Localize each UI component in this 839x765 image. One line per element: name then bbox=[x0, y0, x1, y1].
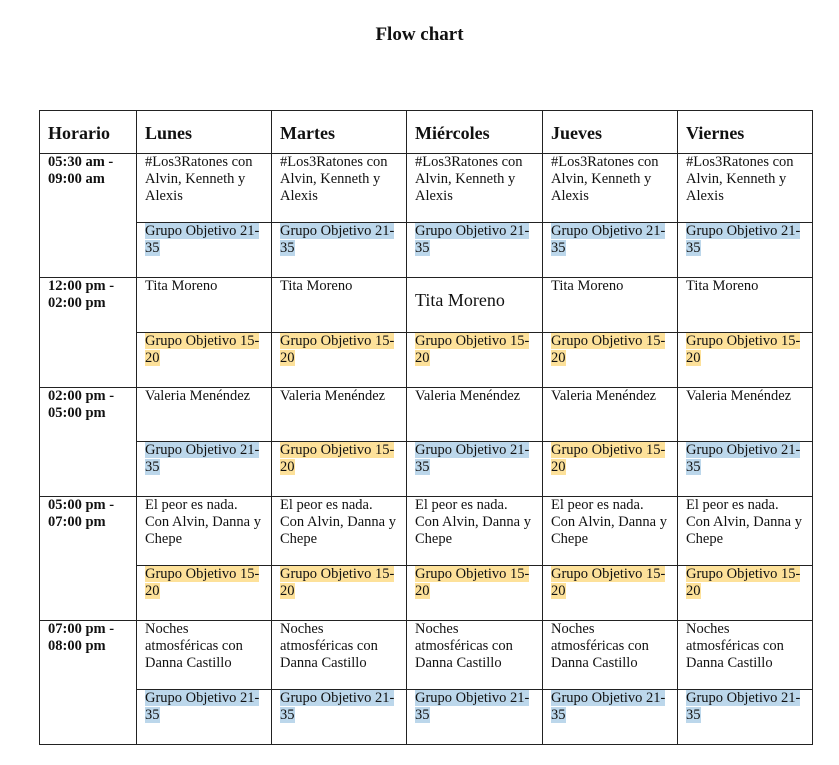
show-cell: Noches atmosféricas con Danna Castillo bbox=[137, 621, 272, 690]
group-highlight: Grupo Objetivo 21-35 bbox=[551, 223, 666, 256]
show-cell: Tita Moreno bbox=[543, 278, 678, 333]
group-highlight: Grupo Objetivo 15-20 bbox=[280, 566, 395, 599]
time-start: 02:00 pm - bbox=[48, 388, 115, 404]
group-cell bbox=[272, 442, 407, 497]
group-highlight: Grupo Objetivo 15-20 bbox=[415, 333, 530, 366]
group-highlight: Grupo Objetivo 15-20 bbox=[280, 333, 395, 366]
time-end: 02:00 pm bbox=[48, 295, 106, 311]
group-highlight: Grupo Objetivo 21-35 bbox=[686, 223, 801, 256]
show-row bbox=[40, 621, 813, 690]
group-highlight: Grupo Objetivo 15-20 bbox=[145, 566, 260, 599]
time-start: 05:00 pm - bbox=[48, 497, 115, 513]
group-cell bbox=[407, 442, 543, 497]
group-cell bbox=[137, 566, 272, 621]
show-cell: Valeria Menéndez bbox=[272, 388, 407, 442]
show-cell: #Los3Ratones con Alvin, Kenneth y Alexis bbox=[678, 154, 813, 223]
group-highlight: Grupo Objetivo 21-35 bbox=[145, 223, 260, 256]
group-cell bbox=[678, 223, 813, 278]
group-cell bbox=[678, 442, 813, 497]
group-cell bbox=[407, 566, 543, 621]
header-miercoles: Miércoles bbox=[407, 111, 543, 154]
show-cell: Noches atmosféricas con Danna Castillo bbox=[678, 621, 813, 690]
group-cell bbox=[678, 333, 813, 388]
group-highlight: Grupo Objetivo 21-35 bbox=[280, 690, 395, 723]
show-cell: Noches atmosféricas con Danna Castillo bbox=[543, 621, 678, 690]
group-highlight: Grupo Objetivo 15-20 bbox=[551, 566, 666, 599]
show-cell: Tita Moreno bbox=[407, 278, 543, 333]
time-end: 09:00 am bbox=[48, 171, 105, 187]
group-cell bbox=[543, 333, 678, 388]
group-highlight: Grupo Objetivo 15-20 bbox=[551, 442, 666, 475]
header-viernes: Viernes bbox=[678, 111, 813, 154]
show-cell: #Los3Ratones con Alvin, Kenneth y Alexis bbox=[272, 154, 407, 223]
group-highlight: Grupo Objetivo 21-35 bbox=[686, 690, 801, 723]
time-slot bbox=[40, 388, 137, 497]
group-highlight: Grupo Objetivo 21-35 bbox=[686, 442, 801, 475]
group-highlight: Grupo Objetivo 15-20 bbox=[280, 442, 395, 475]
group-cell bbox=[137, 690, 272, 745]
group-highlight: Grupo Objetivo 21-35 bbox=[415, 442, 530, 475]
time-start: 12:00 pm - bbox=[48, 278, 115, 294]
show-cell: Tita Moreno bbox=[678, 278, 813, 333]
show-row bbox=[40, 154, 813, 223]
group-cell bbox=[407, 690, 543, 745]
group-cell bbox=[272, 690, 407, 745]
group-cell bbox=[543, 223, 678, 278]
show-cell: El peor es nada. Con Alvin, Danna y Chepe bbox=[137, 497, 272, 566]
group-cell bbox=[272, 333, 407, 388]
time-end: 05:00 pm bbox=[48, 405, 106, 421]
group-highlight: Grupo Objetivo 15-20 bbox=[686, 333, 801, 366]
header-martes: Martes bbox=[272, 111, 407, 154]
show-cell: Noches atmosféricas con Danna Castillo bbox=[272, 621, 407, 690]
show-cell: El peor es nada. Con Alvin, Danna y Chepe bbox=[543, 497, 678, 566]
show-cell: El peor es nada. Con Alvin, Danna y Chepe bbox=[407, 497, 543, 566]
group-highlight: Grupo Objetivo 21-35 bbox=[551, 690, 666, 723]
group-cell bbox=[137, 442, 272, 497]
group-highlight: Grupo Objetivo 21-35 bbox=[145, 690, 260, 723]
header-jueves: Jueves bbox=[543, 111, 678, 154]
group-cell bbox=[543, 566, 678, 621]
time-end: 08:00 pm bbox=[48, 638, 106, 654]
show-cell: Tita Moreno bbox=[137, 278, 272, 333]
schedule-table bbox=[39, 110, 813, 745]
group-row bbox=[40, 442, 813, 497]
group-highlight: Grupo Objetivo 15-20 bbox=[686, 566, 801, 599]
group-cell bbox=[272, 566, 407, 621]
show-cell: #Los3Ratones con Alvin, Kenneth y Alexis bbox=[137, 154, 272, 223]
show-cell: #Los3Ratones con Alvin, Kenneth y Alexis bbox=[543, 154, 678, 223]
group-cell bbox=[678, 690, 813, 745]
group-highlight: Grupo Objetivo 21-35 bbox=[415, 223, 530, 256]
group-highlight: Grupo Objetivo 15-20 bbox=[551, 333, 666, 366]
time-end: 07:00 pm bbox=[48, 514, 106, 530]
group-highlight: Grupo Objetivo 15-20 bbox=[415, 566, 530, 599]
group-row bbox=[40, 333, 813, 388]
page-title: Flow chart bbox=[375, 24, 464, 45]
time-slot bbox=[40, 621, 137, 745]
time-slot bbox=[40, 497, 137, 621]
group-cell bbox=[407, 333, 543, 388]
show-cell: #Los3Ratones con Alvin, Kenneth y Alexis bbox=[407, 154, 543, 223]
show-cell: El peor es nada. Con Alvin, Danna y Chepe bbox=[272, 497, 407, 566]
header-horario: Horario bbox=[40, 111, 137, 154]
show-row bbox=[40, 497, 813, 566]
show-cell: El peor es nada. Con Alvin, Danna y Chepe bbox=[678, 497, 813, 566]
group-highlight: Grupo Objetivo 21-35 bbox=[415, 690, 530, 723]
show-cell: Valeria Menéndez bbox=[407, 388, 543, 442]
show-cell: Tita Moreno bbox=[272, 278, 407, 333]
header-lunes: Lunes bbox=[137, 111, 272, 154]
group-cell bbox=[272, 223, 407, 278]
time-start: 07:00 pm - bbox=[48, 621, 115, 637]
show-cell: Valeria Menéndez bbox=[543, 388, 678, 442]
header-row bbox=[40, 111, 813, 154]
show-row bbox=[40, 278, 813, 333]
group-cell bbox=[137, 223, 272, 278]
group-cell bbox=[407, 223, 543, 278]
show-cell: Valeria Menéndez bbox=[678, 388, 813, 442]
group-row bbox=[40, 690, 813, 745]
show-cell: Noches atmosféricas con Danna Castillo bbox=[407, 621, 543, 690]
group-highlight: Grupo Objetivo 15-20 bbox=[145, 333, 260, 366]
time-start: 05:30 am - bbox=[48, 154, 114, 170]
group-cell bbox=[678, 566, 813, 621]
group-highlight: Grupo Objetivo 21-35 bbox=[145, 442, 260, 475]
group-row bbox=[40, 566, 813, 621]
show-row bbox=[40, 388, 813, 442]
group-cell bbox=[543, 690, 678, 745]
group-row bbox=[40, 223, 813, 278]
group-cell bbox=[543, 442, 678, 497]
show-cell: Valeria Menéndez bbox=[137, 388, 272, 442]
group-cell bbox=[137, 333, 272, 388]
group-highlight: Grupo Objetivo 21-35 bbox=[280, 223, 395, 256]
time-slot bbox=[40, 154, 137, 278]
time-slot bbox=[40, 278, 137, 388]
